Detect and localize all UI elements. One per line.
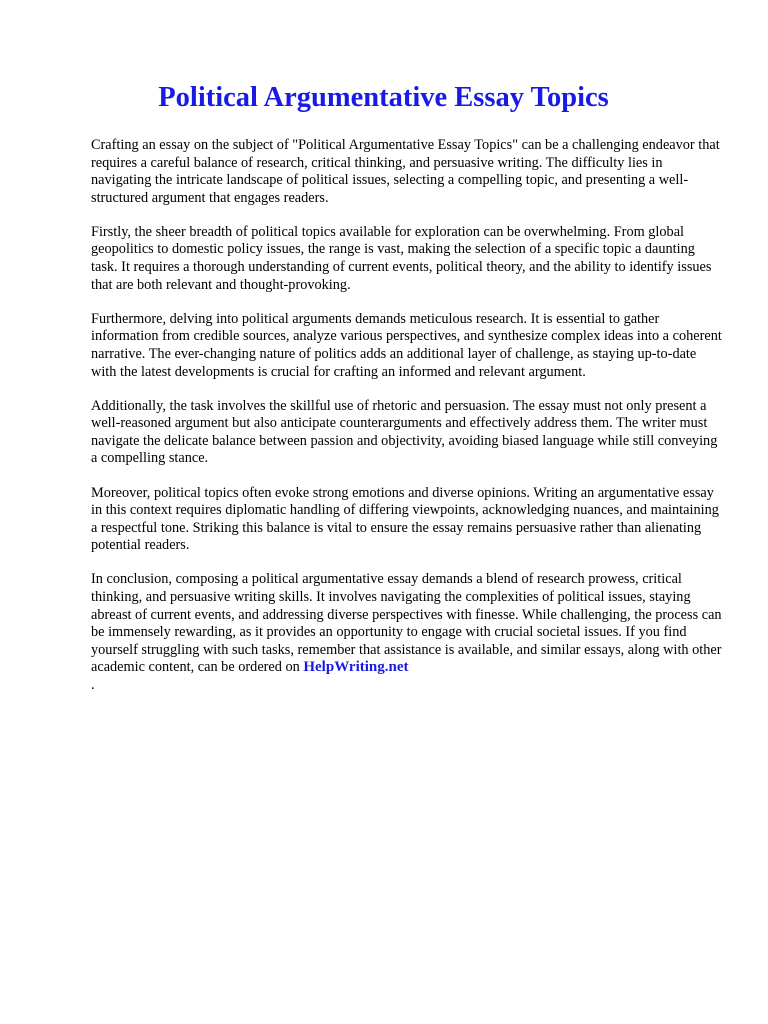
- paragraph-conclusion: [91, 571, 722, 694]
- paragraph-breadth: Firstly, the sheer breadth of political topics available for exploration can be overwhelming. From global geopolitics to domestic policy issues, the range is vast, making the selection of a specific topic a daunting task. It requires a thorough understanding of current events, political theory, and the ability to identify issues that are both relevant and thought-provoking.: [91, 223, 712, 293]
- conclusion-text: In conclusion, composing a political argumentative essay demands a blend of research prowess, critical thinking, and persuasive writing skills. It involves navigating the complexities of political issues, staying abreast of current events, and addressing diverse perspectives with finesse. While challenging, the process can be immensely rewarding, as it provides an opportunity to engage with crucial societal issues. If you find yourself struggling with such tasks, remember that assistance is available, and similar essays, along with other academic content, can be ordered on: [91, 571, 722, 676]
- paragraph-research: Furthermore, delving into political arguments demands meticulous research. It is essential to gather information from credible sources, analyze various perspectives, and synthesize complex ideas into a coherent narrative. The ever-changing nature of politics adds an additional layer of challenge, as staying up-to-date with the latest developments is crucial for crafting an informed and relevant argument.: [91, 310, 722, 380]
- paragraph-emotions: Moreover, political topics often evoke strong emotions and diverse opinions. Writing an argumentative essay in this context requires diplomatic handling of differing viewpoints, acknowledging nuances, and maintaining a respectful tone. Striking this balance is vital to ensure the essay remains persuasive rather than alienating potential readers.: [91, 484, 719, 554]
- paragraph-intro: Crafting an essay on the subject of "Political Argumentative Essay Topics" can be a challenging endeavor that requires a careful balance of research, critical thinking, and persuasive writing. The difficulty lies in navigating the intricate landscape of political issues, selecting a compelling topic, and presenting a well-structured argument that engages readers.: [91, 137, 720, 206]
- document-body: [91, 137, 722, 695]
- helpwriting-link[interactable]: HelpWriting.net: [303, 659, 409, 676]
- document-title: Political Argumentative Essay Topics: [158, 82, 609, 113]
- paragraph-rhetoric: Additionally, the task involves the skillful use of rhetoric and persuasion. The essay must not only present a well-reasoned argument but also anticipate counterarguments and effectively address them. The writer must navigate the delicate balance between passion and objectivity, avoiding biased language while still conveying a compelling stance.: [91, 397, 718, 467]
- trailing-period: .: [91, 676, 95, 693]
